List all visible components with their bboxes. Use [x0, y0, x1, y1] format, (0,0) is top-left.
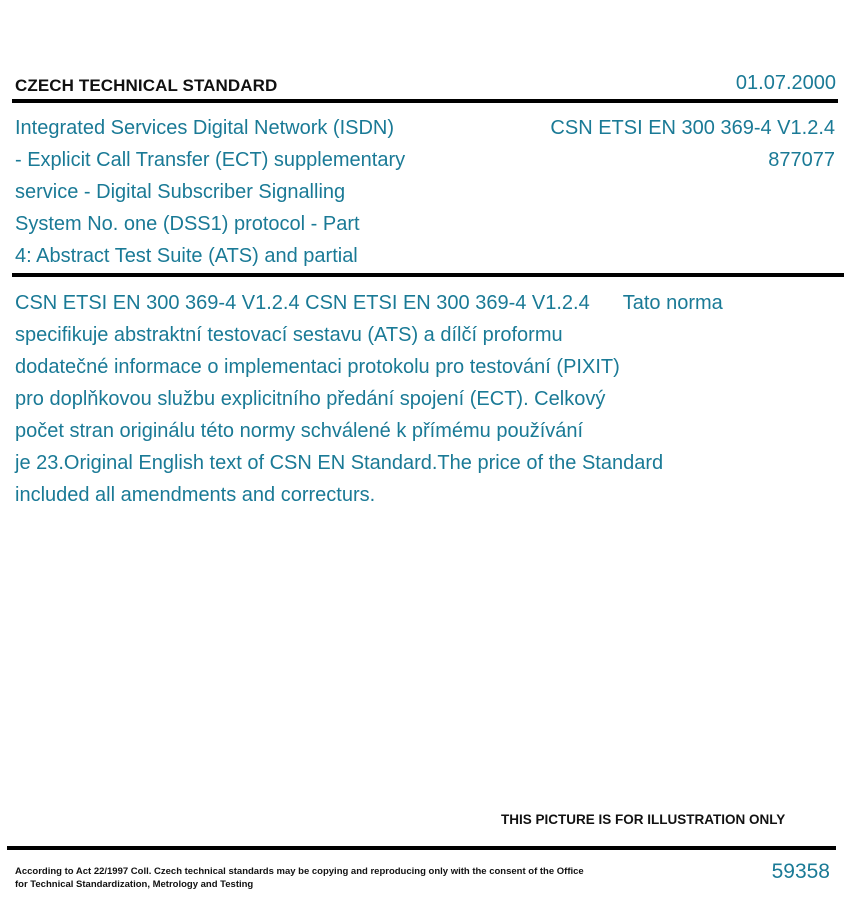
description-line: počet stran originálu této normy schválené k přímému používání [15, 420, 584, 442]
illustration-notice: THIS PICTURE IS FOR ILLUSTRATION ONLY [501, 812, 786, 827]
standard-code: CSN ETSI EN 300 369-4 V1.2.4 [550, 117, 835, 139]
standard-identifiers [550, 112, 835, 176]
catalog-number: 877077 [768, 149, 835, 171]
document-type-label: CZECH TECHNICAL STANDARD [15, 76, 278, 95]
standard-description [15, 287, 815, 511]
description-line: included all amendments and correcturs. [15, 484, 376, 506]
footer-divider [7, 846, 836, 850]
legal-line: According to Act 22/1997 Coll. Czech technical standards may be copying and reproducing only with the consent of the Office [15, 866, 584, 877]
description-line: CSN ETSI EN 300 369-4 V1.2.4 CSN ETSI EN 300 369-4 V1.2.4 Tato norma [15, 292, 723, 314]
description-line: dodatečné informace o implementaci protokolu pro testování (PIXIT) [15, 356, 620, 378]
title-line: 4: Abstract Test Suite (ATS) and partial [15, 245, 358, 267]
legal-notice [15, 865, 585, 891]
title-line: - Explicit Call Transfer (ECT) supplementary [15, 149, 406, 171]
description-line: specifikuje abstraktní testovací sestavu (ATS) a dílčí proformu [15, 324, 563, 346]
title-line: System No. one (DSS1) protocol - Part [15, 213, 360, 235]
document-number: 59358 [771, 860, 830, 883]
legal-line: for Technical Standardization, Metrology and Testing [15, 879, 254, 890]
title-line: Integrated Services Digital Network (ISDN) [15, 117, 395, 139]
publication-date: 01.07.2000 [735, 72, 836, 94]
header-divider [12, 99, 838, 103]
description-line: je 23.Original English text of CSN EN Standard.The price of the Standard [15, 452, 664, 474]
standard-title [15, 112, 455, 272]
title-divider [12, 273, 844, 277]
description-line: pro doplňkovou službu explicitního předání spojení (ECT). Celkový [15, 388, 606, 410]
title-line: service - Digital Subscriber Signalling [15, 181, 346, 203]
